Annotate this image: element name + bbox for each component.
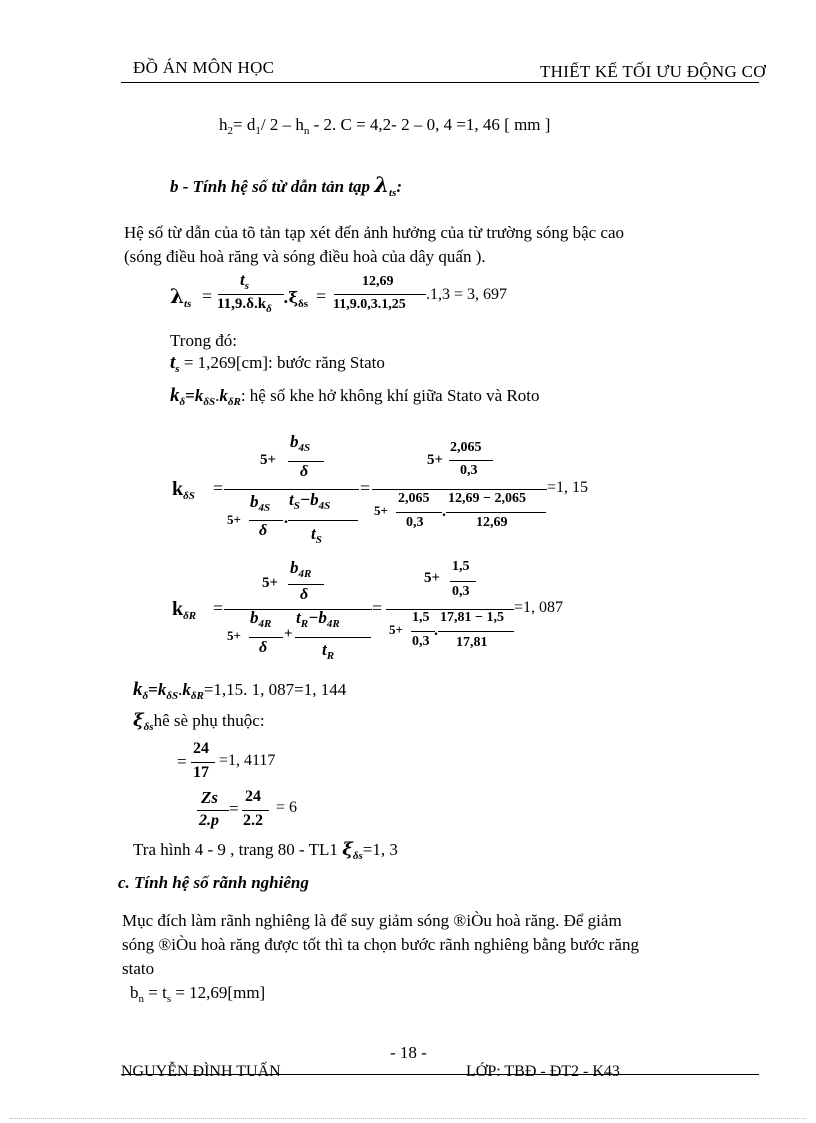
page-edge-dotted-line [10, 1118, 806, 1119]
section-c-title: c. Tính hệ số rãnh nghiêng [118, 873, 309, 892]
footer-left: NGUYỄN ĐÌNH TUẤN [121, 1063, 281, 1080]
footer-right: LỚP: TBĐ - ĐT2 - K43 [466, 1063, 620, 1080]
header-right: THIẾT KẾ TỐI ƯU ĐỘNG CƠ [540, 62, 766, 81]
tra-hinh-line: Tra hình 4 - 9 , trang 80 - TL1 $\xi_{\delta s}=1$, 3 [133, 839, 398, 862]
trong-do-label: Trong đó: [170, 331, 237, 350]
bn-equation: $b_n = t_s = 12,69[mm]$ [130, 983, 266, 1005]
ts-definition: $t_s = 1,269[cm]$: bước răng Stato [170, 352, 385, 375]
paragraph-c-line-3: stato [122, 959, 155, 978]
kdelta-definition: $k_\delta=k_{\delta S}.k_{\delta R}$: hệ số khe hở không khí giữa Stato và Roto [170, 385, 540, 408]
paragraph-c-line-2: sóng ®iÒu hoà răng được tốt thì ta chọn bước rãnh nghiêng bằng bước răng [122, 935, 639, 954]
xi-dependence: $\xi_{\delta s}hê$ sè phụ thuộc: [133, 710, 265, 733]
header-left: ĐỒ ÁN MÔN HỌC [133, 58, 275, 77]
section-b-title: b - Tính hệ số từ dẫn tản tạp $\lambda_{ts}$: [170, 172, 403, 199]
paragraph-c-line-1: Mục đích làm rãnh nghiêng là để suy giảm sóng ®iÒu hoà răng. Để giảm [122, 911, 622, 930]
paragraph-b-line-1: Hệ số từ dẫn của tõ tản tạp xét đến ảnh hưởng của từ trường sóng bậc cao [124, 223, 624, 242]
paragraph-b-line-2: (sóng điều hoà răng và sóng điều hoà của dây quấn ). [124, 247, 486, 266]
footer-rule [121, 1074, 759, 1075]
header-rule [121, 82, 759, 83]
h2-equation: $h_2= d_1/$ $2 - h_n - 2$. C = 4,2- 2 – 0, 4 =1, 46 [ mm ] [219, 115, 551, 137]
page-number: - 18 - [390, 1043, 427, 1062]
kdelta-result: $k_\delta=k_{\delta S}.k_{\delta R}=1,15$. 1, 087=1, 144 [133, 679, 347, 702]
